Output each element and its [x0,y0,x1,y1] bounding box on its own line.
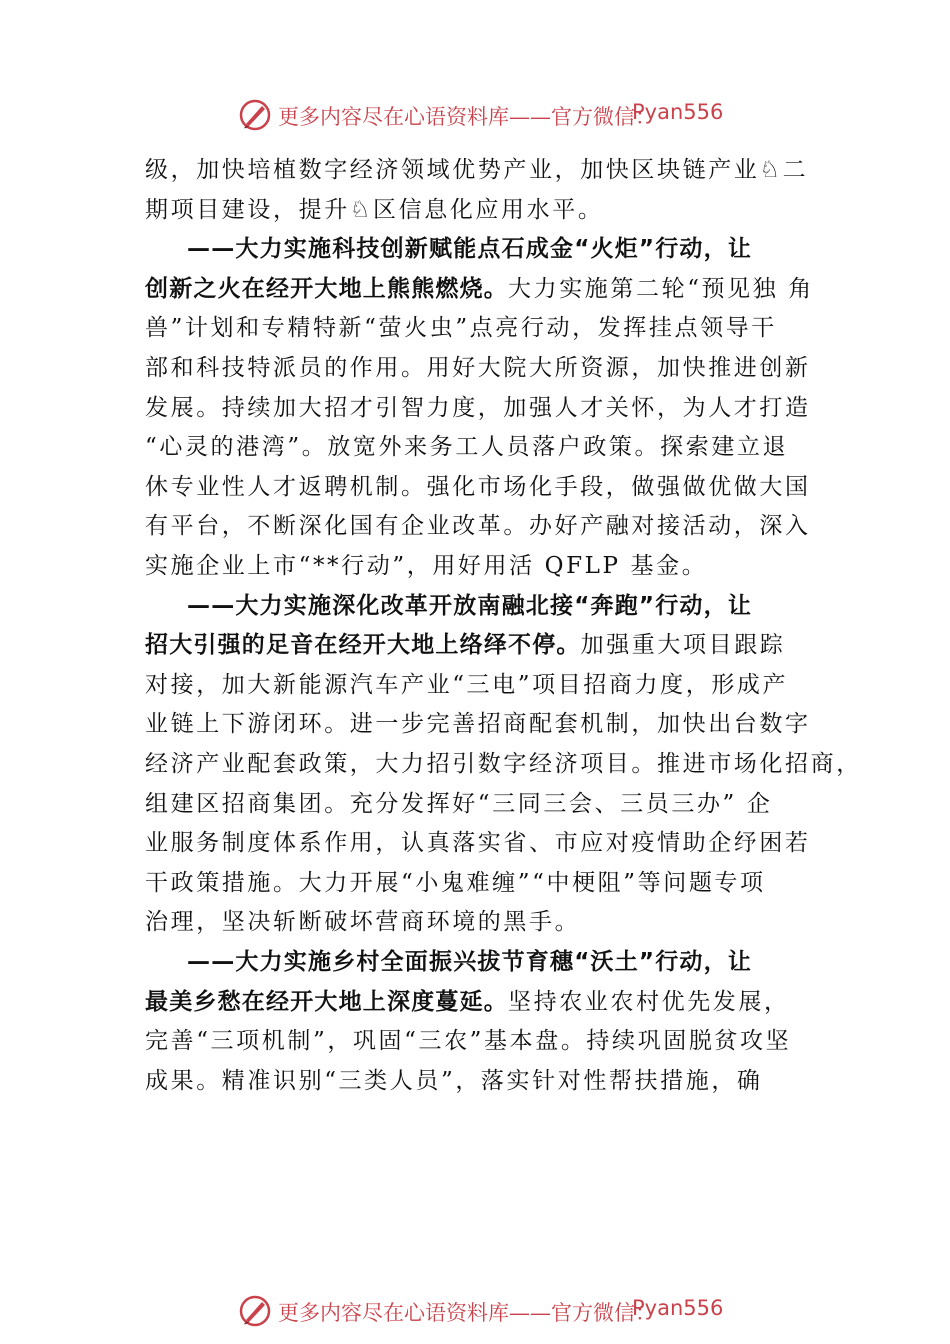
bold-heading-run: 创新之火在经开大地上熊熊燃烧。 [145,275,508,302]
text-line [145,190,603,230]
brush-logo-icon [238,98,272,132]
text-line [145,784,772,824]
footer-watermark [0,1292,950,1328]
header-watermark [0,96,950,132]
text-run: 加强重大项目跟踪 [580,632,786,659]
text-run: 大力实施第二轮“预见独 角 [508,275,814,302]
text-line [145,704,811,744]
text-line [145,506,811,546]
text-run: 部和科技特派员的作用。用好大院大所资源，加快推进创新 [145,355,811,381]
text-line [145,467,811,507]
text-run: 期项目建设，提升♘区信息化应用水平。 [145,196,604,223]
watermark-dash: —— [509,1301,551,1325]
text-line [145,625,785,665]
text-line [187,942,752,982]
text-run: 完善“三项机制”，巩固“三农”基本盘。持续巩固脱贫攻坚 [145,1028,792,1055]
watermark-account: Pyan556 [632,1296,724,1320]
text-line [145,427,788,467]
text-line [145,1021,791,1061]
text-line [187,586,752,626]
text-line [145,269,814,309]
text-run: 干政策措施。大力开展“小鬼难缠”“中梗阻”等问题专项 [145,869,766,896]
text-run: 成果。精准识别“三类人员”，落实针对性帮扶措施，确 [145,1067,763,1094]
bold-heading-run: ——大力实施乡村全面振兴拔节育穗“沃土”行动，让 [187,949,753,975]
text-run: 坚持农业农村优先发展， [508,988,790,1015]
text-run: 发展。持续加大招才引智力度，加强人才关怀，为人才打造 [145,394,811,421]
text-line [145,388,811,428]
bold-heading-run: 最美乡愁在经开大地上深度蔓延。 [145,988,508,1015]
text-line [145,348,811,388]
watermark-account: Pyan556 [632,100,724,124]
text-line [145,902,580,942]
text-run: 对接，加大新能源汽车产业“三电”项目招商力度，形成产 [145,671,789,698]
text-run: 业链上下游闭环。进一步完善招商配套机制，加快出台数字 [145,711,811,738]
watermark-dash: —— [509,105,551,129]
brush-logo-icon [238,1294,272,1328]
watermark-wechat-label: 官方微信： [551,105,656,129]
bold-heading-run: ——大力实施深化改革开放南融北接“奔跑”行动，让 [187,592,753,619]
text-line [145,823,811,863]
bold-heading-run: 招大引强的足音在经开大地上络绎不停。 [145,632,581,659]
text-run: 实施企业上市“**行动”，用好用活 QFLP 基金。 [145,553,708,579]
text-line [145,1061,763,1101]
text-line [187,229,752,269]
text-line [145,665,788,705]
text-run: 业服务制度体系作用，认真落实省、市应对疫情助企纾困若 [145,830,811,857]
text-run: “心灵的港湾”。放宽外来务工人员落户政策。探索建立退 [145,434,789,461]
text-run: 级，加快培植数字经济领域优势产业，加快区块链产业♘二 [145,157,809,183]
text-line [145,744,862,784]
watermark-text: 更多内容尽在心语资料库 [278,105,509,129]
text-line [145,308,777,348]
text-run: 经济产业配套政策，大力招引数字经济项目。推进市场化招商， [145,751,862,777]
text-run: 组建区招商集团。充分发挥好“三同三会、三员三办” 企 [145,790,773,817]
text-line [145,150,808,190]
watermark-wechat-label: 官方微信： [551,1301,656,1325]
watermark-text: 更多内容尽在心语资料库 [278,1301,509,1325]
text-line [145,546,707,586]
text-run: 治理，坚决斩断破坏营商环境的黑手。 [145,909,581,936]
text-run: 休专业性人才返聘机制。强化市场化手段，做强做优做大国 [145,473,811,500]
text-line [145,863,766,903]
text-run: 兽”计划和专精特新“萤火虫”点亮行动，发挥挂点领导干 [145,315,777,342]
text-run: 有平台，不断深化国有企业改革。办好产融对接活动，深入 [145,513,811,540]
bold-heading-run: ——大力实施科技创新赋能点石成金“火炬”行动，让 [187,236,753,263]
text-line [145,982,790,1022]
